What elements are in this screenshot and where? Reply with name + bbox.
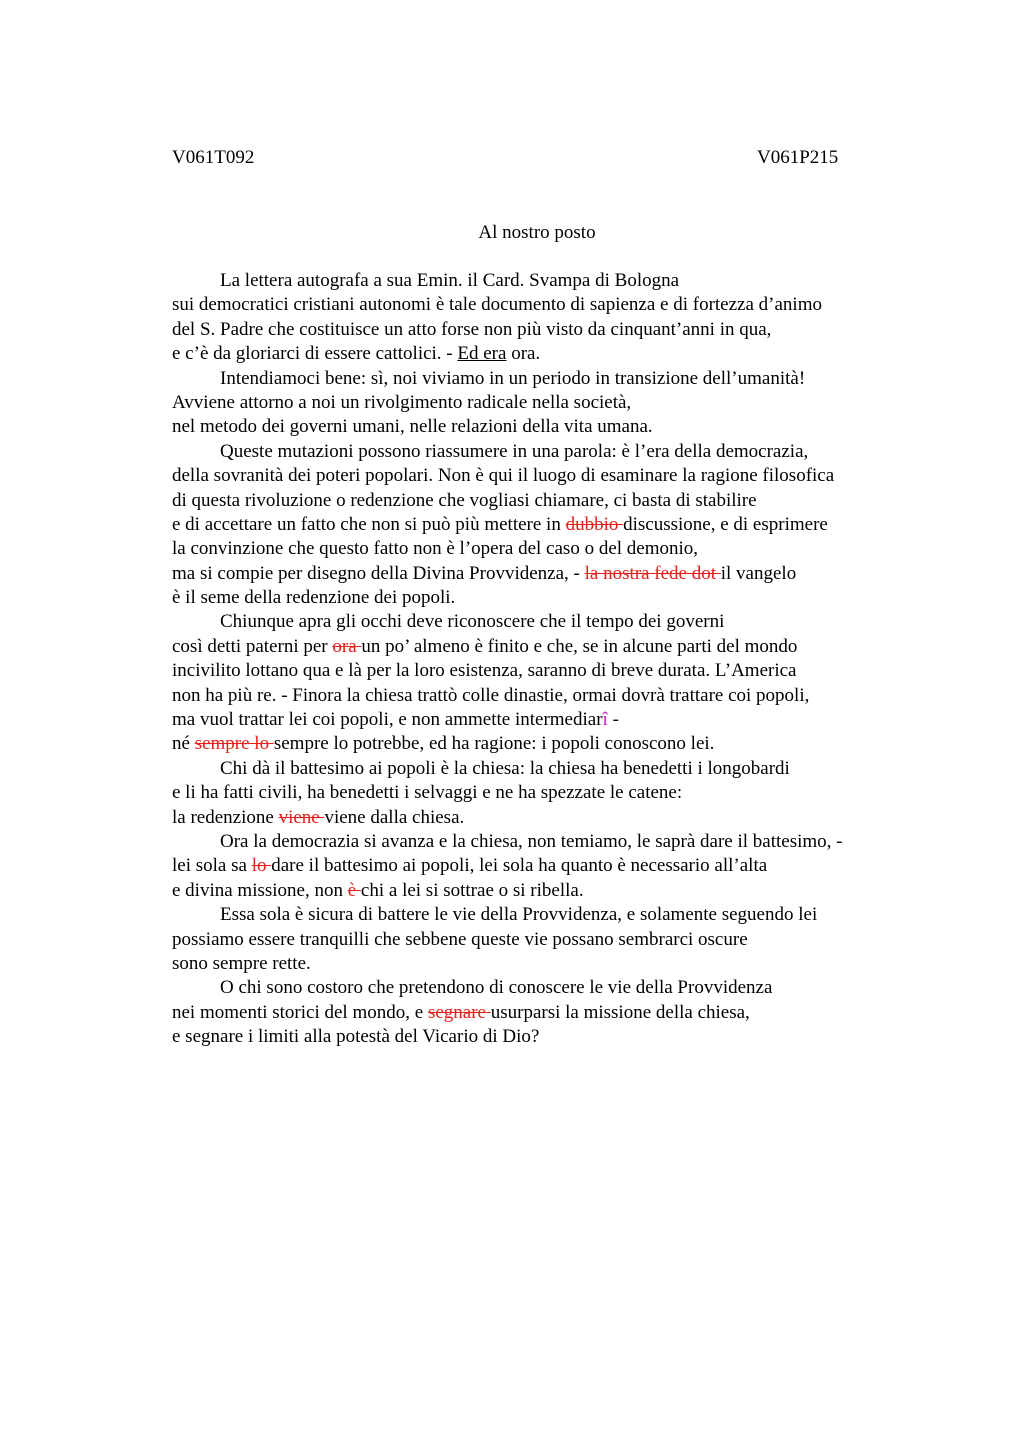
- text-segment: viene dalla chiesa.: [324, 806, 465, 828]
- document-code-left: V061T092: [172, 147, 255, 168]
- text-line: [172, 903, 932, 927]
- text-line: [172, 318, 932, 342]
- text-segment: nei momenti storici del mondo, e: [172, 1001, 428, 1023]
- text-segment: possiamo essere tranquilli che sebbene queste vie possano sembrarci oscure: [172, 928, 748, 950]
- text-line: [172, 781, 932, 805]
- text-segment: un po’ almeno è finito e che, se in alcune parti del mondo: [361, 635, 798, 657]
- text-segment: sempre lo potrebbe, ed ha ragione: i popoli conoscono lei.: [273, 733, 715, 755]
- text-line: [172, 757, 932, 781]
- deleted-text: segnare: [427, 1001, 491, 1023]
- underlined-text: Ed era: [457, 343, 507, 365]
- text-segment: della sovranità dei poteri popolari. Non è qui il luogo di esaminare la ragione filosofica: [172, 465, 835, 487]
- text-segment: ma vuol trattar lei coi popoli, e non ammette intermediar: [172, 709, 603, 731]
- text-segment: di questa rivoluzione o redenzione che vogliasi chiamare, ci basta di stabilire: [172, 489, 757, 511]
- text-segment: dare il battesimo ai popoli, lei sola ha quanto è necessario all’alta: [271, 855, 768, 877]
- text-line: [172, 489, 932, 513]
- text-segment: del S. Padre che costituisce un atto forse non più visto da cinquant’anni in qua,: [172, 318, 772, 340]
- text-line: [172, 293, 932, 317]
- annotated-character: î: [602, 709, 608, 731]
- text-segment: così detti paterni per: [172, 635, 333, 657]
- text-segment: usurparsi la missione della chiesa,: [490, 1001, 750, 1023]
- text-segment: né: [172, 733, 195, 755]
- text-segment: Chi dà il battesimo ai popoli è la chiesa: la chiesa ha benedetti i longobardi: [220, 757, 790, 779]
- text-segment: lei sola sa: [172, 855, 252, 877]
- text-segment: O chi sono costoro che pretendono di conoscere le vie della Provvidenza: [220, 977, 773, 999]
- text-segment: Ora la democrazia si avanza e la chiesa, non temiamo, le saprà dare il battesimo, -: [220, 830, 843, 852]
- text-line: [172, 635, 932, 659]
- text-segment: ora.: [506, 343, 541, 365]
- text-segment: La lettera autografa a sua Emin. il Card. Svampa di Bologna: [220, 270, 680, 291]
- text-segment: sui democratici cristiani autonomi è tale documento di sapienza e di fortezza d’animo: [172, 294, 822, 316]
- page-code-right: V061P215: [757, 147, 839, 168]
- text-line: [172, 440, 932, 464]
- text-line: [172, 684, 932, 708]
- text-line: [172, 513, 932, 537]
- text-segment: Intendiamoci bene: sì, noi viviamo in un periodo in transizione dell’umanità!: [220, 367, 806, 389]
- text-segment: è il seme della redenzione dei popoli.: [172, 587, 456, 609]
- text-line: [172, 806, 932, 830]
- deleted-text: viene: [278, 806, 325, 828]
- body-text: [172, 269, 932, 1050]
- text-line: [172, 464, 932, 488]
- text-line: [172, 708, 932, 732]
- text-segment: ma si compie per disegno della Divina Provvidenza, -: [172, 562, 585, 584]
- text-segment: Essa sola è sicura di battere le vie della Provvidenza, e solamente seguendo lei: [220, 904, 818, 926]
- text-segment: nel metodo dei governi umani, nelle relazioni della vita umana.: [172, 416, 653, 438]
- text-line: [172, 976, 932, 1000]
- text-segment: e c’è da gloriarci di essere cattolici. -: [172, 343, 458, 365]
- text-segment: sono sempre rette.: [172, 952, 311, 974]
- text-line: [172, 952, 932, 976]
- deleted-text: la nostra fede dot: [584, 562, 721, 584]
- text-segment: -: [607, 709, 619, 731]
- text-line: [172, 415, 932, 439]
- text-line: [172, 391, 932, 415]
- text-line: [172, 269, 932, 293]
- text-line: [172, 854, 932, 878]
- text-segment: incivilito lottano qua e là per la loro esistenza, saranno di breve durata. L’America: [172, 660, 797, 682]
- deleted-text: lo: [251, 855, 272, 877]
- text-line: [172, 1025, 932, 1049]
- text-line: [172, 659, 932, 683]
- text-line: [172, 610, 932, 634]
- text-segment: non ha più re. - Finora la chiesa trattò colle dinastie, ormai dovrà trattare coi popoli,: [172, 684, 810, 706]
- text-line: [172, 879, 932, 903]
- deleted-text: ora: [332, 635, 362, 657]
- page-title: Al nostro posto: [478, 222, 596, 243]
- text-segment: la redenzione: [172, 806, 279, 828]
- text-segment: e divina missione, non: [172, 879, 348, 901]
- deleted-text: dubbio: [565, 513, 624, 535]
- text-line: [172, 537, 932, 561]
- text-segment: Queste mutazioni possono riassumere in una parola: è l’era della democrazia,: [220, 440, 809, 462]
- text-segment: Chiunque apra gli occhi deve riconoscere che il tempo dei governi: [220, 611, 725, 633]
- text-segment: la convinzione che questo fatto non è l’opera del caso o del demonio,: [172, 538, 699, 560]
- text-segment: e segnare i limiti alla potestà del Vicario di Dio?: [172, 1026, 540, 1048]
- text-segment: discussione, e di esprimere: [623, 513, 828, 535]
- text-line: [172, 928, 932, 952]
- text-segment: il vangelo: [720, 562, 797, 584]
- text-segment: chi a lei si sottrae o si ribella.: [360, 879, 584, 901]
- text-segment: Avviene attorno a noi un rivolgimento radicale nella società,: [172, 391, 632, 413]
- text-segment: e li ha fatti civili, ha benedetti i selvaggi e ne ha spezzate le catene:: [172, 782, 683, 804]
- text-line: [172, 562, 932, 586]
- text-line: [172, 830, 932, 854]
- text-line: [172, 586, 932, 610]
- text-line: [172, 732, 932, 756]
- text-line: [172, 1001, 932, 1025]
- text-segment: e di accettare un fatto che non si può più mettere in: [172, 513, 566, 535]
- text-line: [172, 342, 932, 366]
- deleted-text: è: [347, 879, 361, 901]
- text-line: [172, 367, 932, 391]
- deleted-text: sempre lo: [194, 733, 274, 755]
